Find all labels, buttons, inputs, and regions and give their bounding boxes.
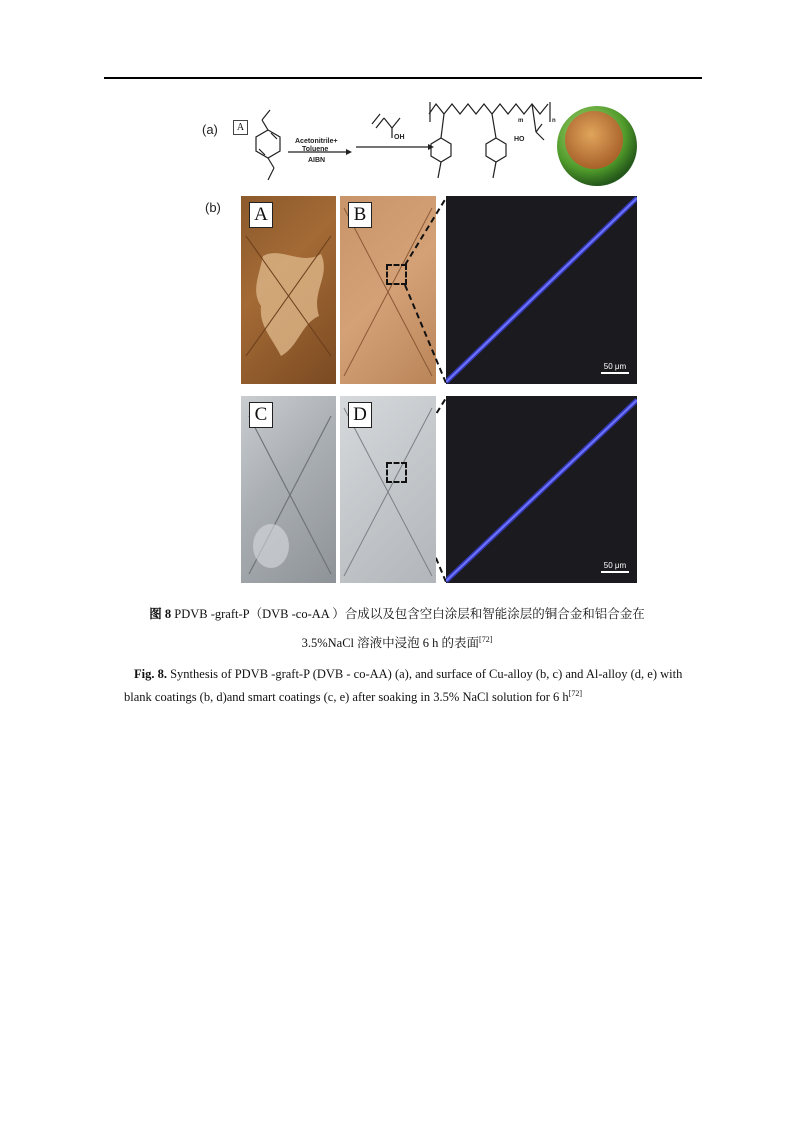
photo-label-b: B bbox=[348, 202, 372, 228]
fluorescent-scratch bbox=[446, 396, 637, 583]
photo-label-c: C bbox=[249, 402, 273, 428]
divinylbenzene-structure bbox=[256, 110, 280, 180]
fluorescent-scratch bbox=[446, 196, 637, 384]
zoom-region-d bbox=[386, 462, 407, 483]
photo-cu-smart bbox=[340, 196, 436, 384]
scale-bar-cu bbox=[601, 362, 629, 374]
reagent-mid: Toluene bbox=[302, 146, 329, 153]
polymer-ho: HO bbox=[514, 136, 525, 143]
caption-en bbox=[124, 664, 704, 707]
polymer-structure bbox=[429, 102, 550, 178]
photo-cu-blank bbox=[241, 196, 336, 384]
caption-cn-fig-no: 图 8 bbox=[149, 607, 172, 621]
micrograph-al bbox=[446, 396, 637, 583]
micrograph-cu bbox=[446, 196, 637, 384]
acid-oh: OH bbox=[394, 134, 405, 141]
zoom-region-b bbox=[386, 264, 407, 285]
photo-label-d: D bbox=[348, 402, 372, 428]
panel-label-a: (a) bbox=[202, 122, 218, 137]
caption-en-fig-no: Fig. 8. bbox=[134, 667, 167, 681]
scale-text-cu: 50 μm bbox=[603, 362, 627, 371]
reagent-top: Acetonitrile+ bbox=[295, 138, 338, 145]
reaction-scheme bbox=[196, 100, 646, 192]
caption-cn-text2: 3.5%NaCl 溶液中浸泡 6 h 的表面 bbox=[301, 636, 480, 650]
caption-cn-ref: [72] bbox=[479, 634, 493, 644]
caption-cn-line1 bbox=[0, 604, 794, 622]
photo-al-blank bbox=[241, 396, 336, 583]
header-rule bbox=[104, 77, 702, 79]
caption-cn-text1: PDVB -graft-P（DVB -co-AA ）合成以及包含空白涂层和智能涂层的铜合金和铝合金在 bbox=[171, 607, 645, 621]
caption-en-text: Synthesis of PDVB -graft-P (DVB - co-AA) (a), and surface of Cu-alloy (b, c) and Al-alloy (d, e) with blank coatings (b, d)and smart coatings (c, e) after soaking in 3.5% NaCl solution for 6 h bbox=[124, 667, 683, 705]
caption-cn-line2 bbox=[0, 633, 794, 651]
photo-label-a: A bbox=[249, 202, 273, 228]
panel-label-b: (b) bbox=[205, 200, 221, 215]
subscript-n: n bbox=[552, 118, 556, 124]
microcapsule-core bbox=[565, 111, 623, 169]
caption-en-ref: [72] bbox=[568, 689, 583, 698]
subscript-m: m bbox=[518, 118, 524, 124]
monomer-tag: A bbox=[233, 120, 248, 135]
scale-text-al: 50 μm bbox=[603, 561, 627, 570]
scale-bar-al bbox=[601, 561, 629, 573]
scheme-structures bbox=[196, 100, 646, 192]
reagent-bottom: AIBN bbox=[308, 157, 326, 164]
photo-al-smart bbox=[340, 396, 436, 583]
